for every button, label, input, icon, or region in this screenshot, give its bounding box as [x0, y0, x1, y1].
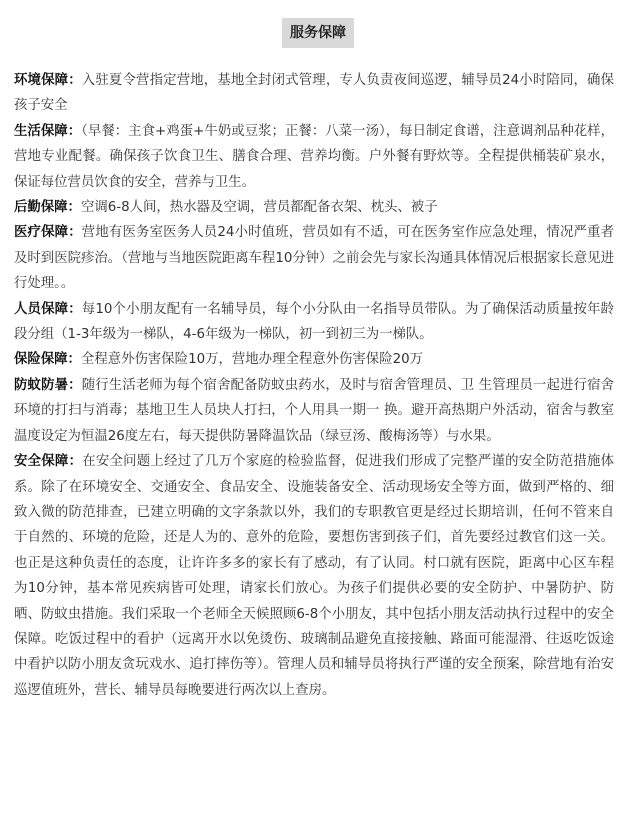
section-staff	[14, 297, 614, 348]
section-label: 生活保障：	[14, 123, 82, 139]
section-label: 防蚊防暑：	[14, 377, 82, 393]
section-insurance	[14, 347, 614, 372]
section-logistics	[14, 195, 614, 220]
page-title: 服务保障	[282, 18, 354, 48]
section-text: （早餐：主食+鸡蛋+牛奶或豆浆；正餐：八菜一汤），每日制定食谱，注意调剂品种花样，营地专业配餐。确保孩子饮食卫生、膳食合理、营养均衡。户外餐有野炊等。全程提供桶装矿泉水，保证每位营员饮食的安全，营养与卫生。	[14, 123, 614, 190]
section-label: 安全保障：	[14, 454, 83, 470]
section-text: 营地有医务室医务人员24小时值班，营员如有不适，可在医务室作应急处理，情况严重者及时到医院疹治。（营地与当地医院距离车程10分钟）之前会先与家长沟通具体情况后根据家长意见进行处理。。	[14, 225, 615, 292]
section-label: 保险保障：	[14, 352, 81, 368]
section-text: 随行生活老师为每个宿舍配备防蚊虫药水，及时与宿舍管理员、卫 生管理员一起进行宿舍环境的打扫与消毒；基地卫生人员块人打扫，个人用具一期一 换。避开高热期户外活动，宿舍与教室温度设定为恒温26度左右，每天提供防暑降温饮品（绿豆汤、酸梅汤等）与水果。	[14, 377, 614, 444]
section-environment	[14, 68, 614, 119]
content-body	[14, 68, 614, 703]
title-container	[0, 18, 640, 48]
section-medical	[14, 220, 614, 296]
section-mosquito-heat	[14, 373, 614, 449]
section-text: 空调6-8人间，热水器及空调，营员都配备衣架、枕头、被子	[80, 200, 438, 216]
section-text: 每10个小朋友配有一名辅导员，每个小分队由一名指导员带队。为了确保活动质量按年龄段分组（1-3年级为一梯队，4-6年级为一梯队，初一到初三为一梯队。	[14, 301, 615, 343]
section-label: 环境保障：	[14, 73, 82, 88]
section-label: 人员保障：	[14, 301, 82, 317]
section-label: 医疗保障：	[14, 225, 82, 241]
section-living	[14, 119, 614, 195]
section-text: 入驻夏令营指定营地，基地全封闭式管理，专人负责夜间巡逻，辅导员24小时陪同，确保孩子安全	[14, 73, 615, 114]
section-text: 全程意外伤害保险10万，营地办理全程意外伤害保险20万	[80, 352, 424, 368]
section-text: 在安全问题上经过了几万个家庭的检验监督，促进我们形成了完整严谨的安全防范措施体系。除了在环境安全、交通安全、食品安全、设施装备安全、活动现场安全等方面，做到严格的、细致入微的防范排查，已建立明确的文字条款以外，我们的专职教官更是经过长期培训，任何不管来自于自然的、环境的危险，还是人为的、意外的危险，要想伤害到孩子们，首先要经过教官们这一关。也正是这种负责任的态度，让许许多多的家长有了感动，有了认同。村口就有医院，距离中心区车程为10分钟，基本常见疾病皆可处理，请家长们放心。为孩子们提供必要的安全防护、中暑防护、防晒、防蚊虫措施。我们采取一个老师全天候照顾6-8个小朋友，其中包括小朋友活动执行过程中的安全保障。吃饭过程中的看护（远离开水以免烫伤、玻璃制品避免直接接触、路面可能湿滑、往返吃饭途中看护以防小朋友贪玩戏水、追打摔伤等）。管理人员和辅导员将执行严谨的安全预案，除营地有治安巡逻值班外，营长、辅导员每晚要进行两次以上查房。	[14, 454, 615, 698]
section-label: 后勤保障：	[14, 200, 81, 216]
section-safety	[14, 449, 614, 703]
